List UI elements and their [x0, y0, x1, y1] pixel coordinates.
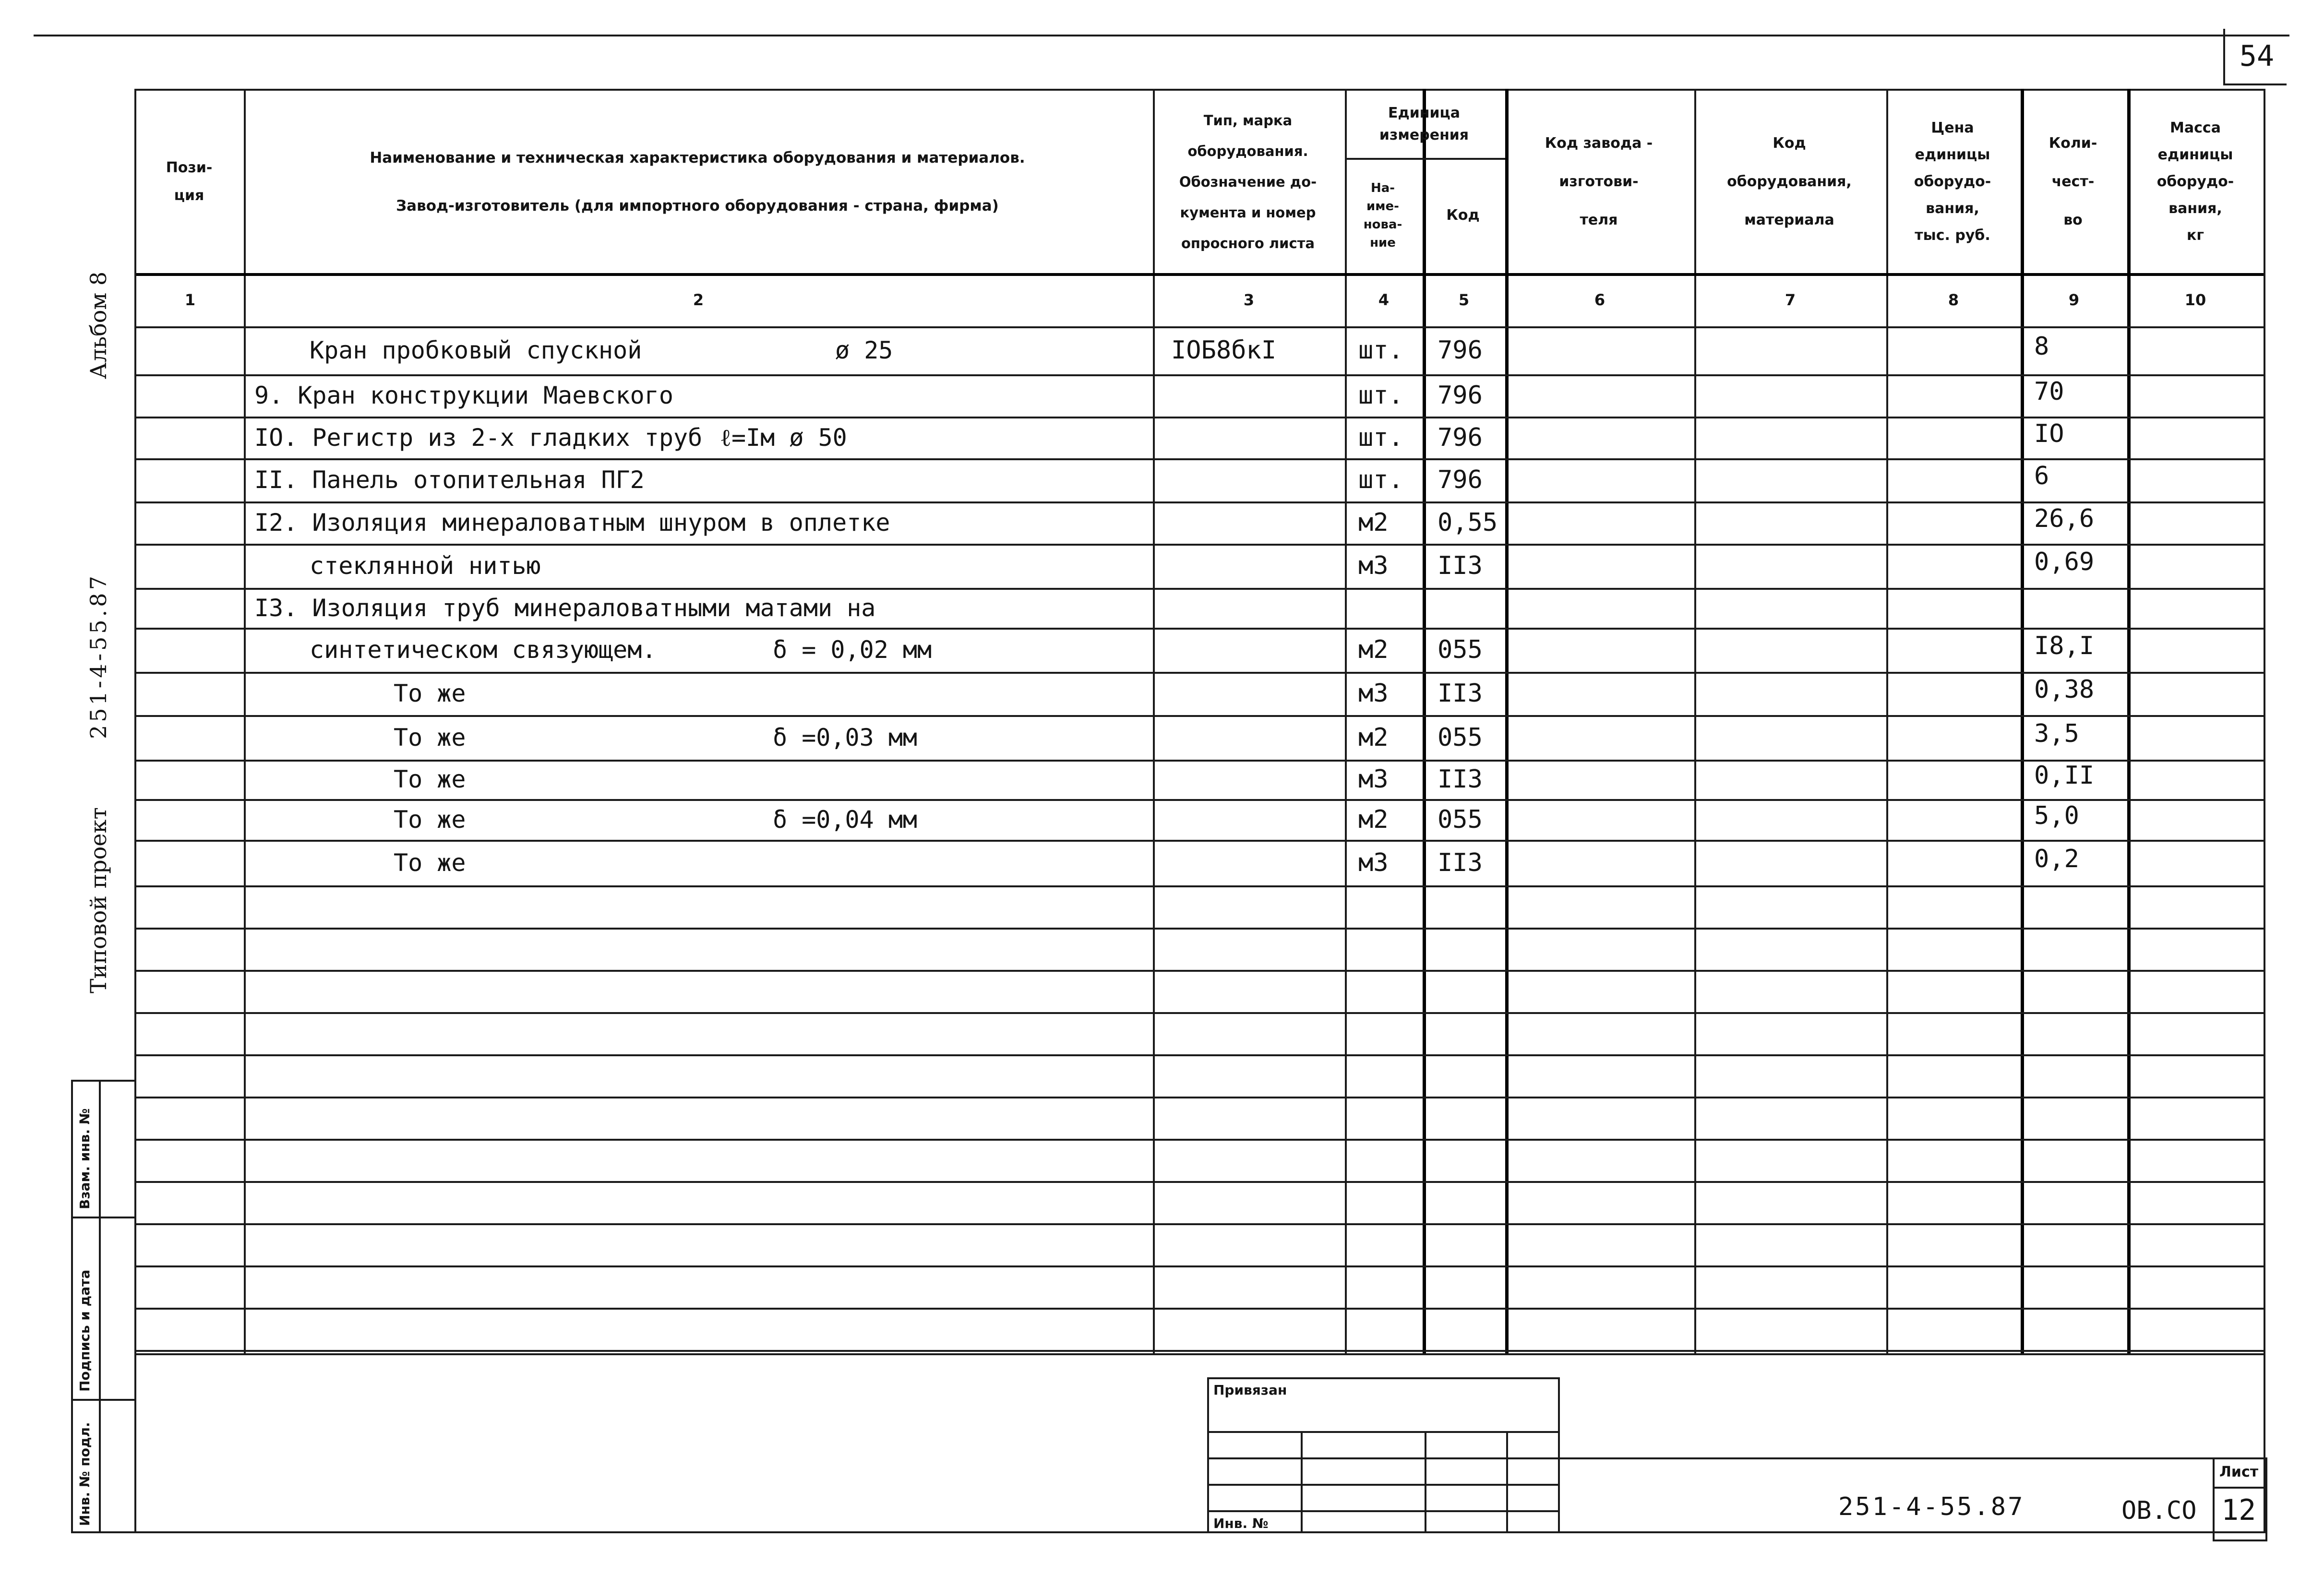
row-line-5	[136, 588, 2264, 590]
row-qty-4: 26,6	[2034, 504, 2095, 533]
row-line-16	[136, 1054, 2264, 1056]
stamp-sep-2	[71, 1399, 136, 1401]
row-line-0	[136, 374, 2264, 376]
project-code-label: 251-4-55.87	[85, 573, 111, 739]
linked-stamp-col-1	[1301, 1431, 1303, 1533]
stamp-original-inv: Инв. № подл.	[77, 1422, 93, 1526]
row-qty-2: IO	[2034, 419, 2064, 448]
header-name: Наименование и техническая характеристика оборудования и материалов. Завод-изготовитель (для импортного оборудования - страна, фирма)	[370, 149, 1025, 215]
row-line-1	[136, 417, 2264, 418]
row-name-5: стеклянной нитью	[310, 552, 541, 580]
linked-label: Привязан	[1213, 1382, 1287, 1398]
row-code-7: 055	[1438, 635, 1483, 664]
table-bottom-line	[136, 1353, 2264, 1355]
row-line-10	[136, 799, 2264, 801]
row-unit-7: м2	[1358, 635, 1389, 664]
row-name-12: То же	[394, 848, 466, 877]
row-line-3	[136, 501, 2264, 503]
row-spec-7: δ = 0,02 мм	[773, 636, 932, 664]
row-qty-3: 6	[2034, 462, 2049, 490]
stamp-replace-inv: Взам. инв. №	[77, 1108, 93, 1209]
column-number-5: 5	[1458, 290, 1470, 309]
column-number-1: 1	[184, 290, 196, 309]
row-name-7: синтетическом связующем.	[310, 636, 657, 664]
row-unit-4: м2	[1358, 508, 1389, 537]
row-code-4: 0,55	[1438, 508, 1498, 537]
row-name-3: II. Панель отопительная ПГ2	[254, 466, 645, 494]
row-unit-0: шт.	[1358, 336, 1403, 365]
title-block-top-line	[1560, 1457, 2265, 1459]
column-number-3: 3	[1243, 290, 1255, 309]
header-quantity: Коли- чест- во	[2048, 135, 2097, 228]
row-line-14	[136, 970, 2264, 972]
row-line-18	[136, 1139, 2264, 1141]
row-qty-11: 5,0	[2034, 801, 2079, 830]
column-number-4: 4	[1378, 290, 1390, 309]
row-line-9	[136, 760, 2264, 762]
row-name-0: Кран пробковый спускной	[310, 336, 642, 364]
row-code-0: 796	[1438, 336, 1483, 365]
row-code-2: 796	[1438, 423, 1483, 452]
row-line-11	[136, 840, 2264, 842]
row-line-4	[136, 544, 2264, 546]
header-unit-code: Код	[1446, 207, 1480, 224]
header-equipment-code: Код оборудования, материала	[1727, 135, 1852, 228]
row-code-11: 055	[1438, 805, 1483, 834]
row-code-8: II3	[1438, 679, 1483, 708]
header-mass: Масса единицы оборудо- вания, кг	[2156, 119, 2234, 244]
sheet-value: 12	[2221, 1493, 2256, 1527]
row-line-21	[136, 1265, 2264, 1267]
inv-label: Инв. №	[1213, 1515, 1269, 1531]
row-line-19	[136, 1181, 2264, 1183]
row-spec-9: δ =0,03 мм	[773, 723, 918, 752]
row-unit-3: шт.	[1358, 465, 1403, 494]
row-line-13	[136, 928, 2264, 930]
row-name-10: То же	[394, 765, 466, 793]
row-line-23	[136, 1350, 2264, 1352]
row-unit-2: шт.	[1358, 423, 1403, 452]
row-name-6: I3. Изоляция труб минераловатными матами на	[254, 594, 876, 622]
column-number-7: 7	[1785, 290, 1796, 309]
row-unit-8: м3	[1358, 679, 1389, 708]
row-unit-10: м3	[1358, 765, 1389, 794]
row-line-2	[136, 458, 2264, 460]
number-row-bottom-line	[136, 326, 2264, 328]
row-line-22	[136, 1308, 2264, 1310]
album-label: Альбом 8	[85, 271, 111, 379]
row-name-2: IO. Регистр из 2-х гладких труб	[254, 423, 703, 452]
row-name-9: То же	[394, 723, 466, 752]
row-type-0: IOБ8бкI	[1171, 336, 1277, 365]
row-unit-12: м3	[1358, 848, 1389, 877]
row-name-11: То же	[394, 805, 466, 834]
row-spec-0: ø 25	[835, 336, 893, 364]
linked-stamp-col-2	[1425, 1431, 1426, 1533]
header-type: Тип, марка оборудования. Обозначение до- кумента и номер опросного листа	[1179, 112, 1317, 251]
sheet-label: Лист	[2219, 1464, 2259, 1480]
row-code-3: 796	[1438, 465, 1483, 494]
row-code-9: 055	[1438, 723, 1483, 752]
row-unit-1: шт.	[1358, 381, 1403, 410]
linked-stamp-col-3	[1506, 1431, 1508, 1533]
sheet-number: 54	[2239, 39, 2275, 73]
row-unit-5: м3	[1358, 551, 1389, 580]
row-name-8: То же	[394, 680, 466, 707]
row-spec-11: δ =0,04 мм	[773, 805, 918, 834]
row-qty-0: 8	[2034, 332, 2049, 361]
top-border	[34, 35, 2289, 36]
row-code-1: 796	[1438, 381, 1483, 410]
row-line-12	[136, 885, 2264, 887]
row-qty-1: 70	[2034, 377, 2064, 406]
stamp-sep-1	[71, 1217, 136, 1218]
doc-code: 251-4-55.87	[1838, 1492, 2025, 1521]
doc-mark: ОВ.СО	[2121, 1496, 2197, 1525]
header-position: Пози- ция	[166, 159, 213, 204]
row-code-12: II3	[1438, 848, 1483, 877]
row-line-20	[136, 1223, 2264, 1225]
row-name-1: 9. Кран конструкции Маевского	[254, 382, 673, 409]
column-number-10: 10	[2184, 290, 2206, 309]
column-number-9: 9	[2068, 290, 2080, 309]
header-price: Цена единицы оборудо- вания, тыс. руб.	[1914, 119, 1991, 244]
column-number-2: 2	[693, 290, 704, 309]
row-code-5: II3	[1438, 551, 1483, 580]
row-unit-9: м2	[1358, 723, 1389, 752]
row-qty-10: 0,II	[2034, 761, 2095, 790]
row-qty-9: 3,5	[2034, 719, 2079, 748]
stamp-column-divider	[99, 1080, 101, 1533]
row-spec-2: ℓ=Iм ø 50	[720, 423, 847, 452]
row-qty-5: 0,69	[2034, 548, 2095, 576]
header-unit: Единица измерения	[1379, 105, 1469, 143]
row-qty-12: 0,2	[2034, 844, 2079, 873]
row-code-10: II3	[1438, 765, 1483, 794]
column-number-6: 6	[1594, 290, 1605, 309]
header-unit-name: На- име- нова- ние	[1363, 181, 1402, 250]
row-line-8	[136, 715, 2264, 717]
row-line-7	[136, 672, 2264, 674]
row-line-6	[136, 628, 2264, 630]
row-qty-7: I8,I	[2034, 632, 2095, 660]
row-qty-8: 0,38	[2034, 675, 2095, 704]
row-unit-11: м2	[1358, 805, 1389, 834]
project-type-label: Типовой проект	[85, 807, 111, 993]
row-line-15	[136, 1012, 2264, 1014]
stamp-signature-date: Подпись и дата	[77, 1269, 93, 1392]
row-name-4: I2. Изоляция минераловатным шнуром в оплетке	[254, 509, 890, 537]
column-number-8: 8	[1948, 290, 1959, 309]
sheet-box-divider	[2213, 1487, 2267, 1489]
row-line-17	[136, 1097, 2264, 1098]
header-factory-code: Код завода - изготови- теля	[1545, 135, 1653, 228]
